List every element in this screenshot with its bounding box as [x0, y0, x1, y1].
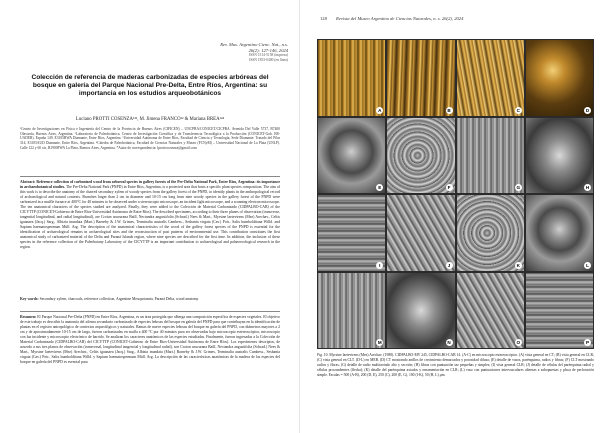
- panel-label: O: [516, 340, 521, 345]
- figure-panel: [526, 40, 593, 116]
- abstract: [20, 180, 280, 250]
- figure-panel: [457, 40, 524, 116]
- section-divider-top: [20, 176, 280, 177]
- figure-panel: [318, 273, 385, 349]
- figure-panel: [387, 118, 454, 194]
- issn-print: ISSN 1514-5158 (impresa): [249, 53, 288, 58]
- keywords: [20, 297, 280, 302]
- panel-label: P: [585, 340, 590, 345]
- journal-reference: [138, 42, 288, 62]
- resumen: [20, 315, 280, 365]
- figure-panel: [318, 118, 385, 194]
- figure-panel: [318, 40, 385, 116]
- panel-label: N: [447, 340, 451, 345]
- panel-label: D: [585, 107, 590, 113]
- section-divider-bottom: [20, 311, 280, 312]
- journal-citation: Rev. Mus. Argentino Cienc. Nat., n.s.: [220, 42, 288, 47]
- article-title: Colección de referencia de maderas carbonizadas de especies arbóreas del bosque en galería del Parque Nacional Pre-Delta, Entre Ríos, Argentina: su importancia en los estudios arqueobotánicos: [31, 74, 269, 98]
- panel-label: A: [378, 107, 382, 113]
- figure-plate: [317, 39, 594, 349]
- figure-panel: [318, 195, 385, 271]
- figure-panel: [526, 273, 593, 349]
- journal-running-title: Revista del Museo Argentino de Ciencias Naturales, n. s. 26(2), 2024: [336, 16, 464, 21]
- panel-label: F: [446, 184, 453, 191]
- resumen-body: El Parque Nacional Pre-Delta (PNPD) en Entre Ríos, Argentina, es un área protegida que alberga una composición específica de especies vegetales. El objetivo de este trabajo es describir la anatomía del xilema secundario carbonizado de especies leñosas del bosque en galería del PNPD para que contribuyan en la identificación de plantas en el registro antropológico de contextos arqueológicos y naturales. Ramas de nueve especies leñosas del bosque en galería del PNPD, con diámetros mayores a 2 cm y de aproximadamente 10-15 cm de largo, fueron carbonizadas en mufla a 400 °C por 40 minutos para ser observadas bajo microscopio estereoscópico, microscopio con luz incidente y microscopio electrónico de barrido. Se analizan los caracteres anatómicos de las especies estudiadas. Finalmente, fueron ingresadas a la Colección de Material Carbonizado (CIDPALBO-CAB) del CICYTTP (CONICET-Gobierno de Entre Ríos-Universidad Autónoma de Entre Ríos). Los especímenes descriptos, de acuerdo a sus tres planos de observación (transversal, longitudinal tangencial y longitudinal radial), son Croton urucurana Baill, Nectandra angustifolia (Schrad.) Nees & Mart., Myrsine laetevirens (Mez) Arechav., Celtis iguanaea (Jacq.) Sarg., Albizia inundata (Mart.) Barneby & J.W. Grimes, Terminalia australis Cambess., Sesbania virgata (Cav.) Poir., Salix humboldtiana Willd. y Sapium haematospermum Müll. Arg. La descripción de las características anatómicas de la madera de las especies del bosque en galería del PNPD es esencial para: [20, 315, 280, 364]
- panel-label: J: [446, 262, 453, 269]
- figure-caption: Fig. 10. Myrsine laetevirens (Mez) Arechav. (1988). CIDPALBO-MV 245, CIDPALBO-CAB 14. (A-C) en microscopio estereoscópico. (A) vista general en CT; (B) vista general en CLR; (C) vista general en CLT. (D-L) en MEB. (D) CT mostrando anillos de crecimiento demarcados y porosidad difusa; (E) detalle de vasos, parénquima, radios y fibras; (F) CLT mostrando radios y fibras; (G) detalle de radio multiseriado alto y sección; (H) fibras con puntuación taz pequeñas y simples; (I) vista general CLR; (J) detalle de células del parénquima radial y células procumbentes (flecha); (K) detalle del parénquima axiados y ornamentación en CLR; (L) vaso con puntuaciones intervasculares alternas a subopuestas y placa de perforación simple. Escalas = 500 (A-B), 200 (D, E), 250 (C), 200 (E, G), 100 (I-K), 50 (H, L) μm.: [317, 353, 594, 377]
- keywords-body: Secondary xylem, charcoals, reference collection, Argentine Mesopotamia, Paraná Delta, wood anatomy: [39, 297, 199, 301]
- figure-panel: [457, 118, 524, 194]
- author-affiliations: ¹Centro de Investigaciones en Física e Ingeniería del Centro de la Provincia de Buenos Aires (CIFICEN) – UNCPBA/CONICET/CICPBA. Avenida Del Valle 5737, B7400 Olavarría, Buenos Aires, Argentina. ²Laboratorio de Paleobotánica. Centro de Investigación Científica y de Transferencia Tecnológica a la Producción (CONICET-Gob. ER-UADER). España 149, E3105BWA Diamante, Entre Ríos, Argentina. ³Universidad Autónoma de Entre Ríos, Facultad de Ciencia y Tecnología, Sede Diamante. Tratado del Pilar 314, E3105AUD Diamante, Entre Ríos, Argentina. ⁴Cátedra de Paleobotánica, Facultad de Ciencias Naturales y Museo (FCNyM) – Universidad Nacional de La Plata (UNLP). Calle 122 y 60 s/n, B1900FWA La Plata, Buenos Aires, Argentina. *Autor de correspondencia: lprottocosenza@gmail.com: [20, 127, 280, 150]
- abstract-body: The Pre-Delta National Park (PNPD) in Entre Ríos, Argentina, is a protected area that hosts a specific plant species composition. The aim of this work is to describe the anatomy of the charred secondary xylem of woody species from the gallery forest of the PNPD, to identify plants in the anthropological record of archaeological and natural contexts. Branches larger than 2 cm in diameter and 10-15 cm long from nine woody species in the gallery forest of the PNPD were carbonized in a muffle furnace at 400°C for 40 minutes to be observed under a stereoscopic microscope, an incident light microscope, and a scanning electron microscope. The ten anatomical characters of the species studied are analyzed. Finally, they were added to the Colección de Material Carbonizado (CIDPALBO-CAB) of the CICYTTP (CONICET-Gobierno de Entre Ríos-Universidad Autónoma de Entre Ríos). The described specimens, according to their three planes of observation (transverse, tangential longitudinal, and radial longitudinal), are Croton urucurana Baill, Nectandra angustifolia (Schrad.) Nees & Mart., Myrsine laetevirens (Mez) Arechav., Celtis iguanaea (Jacq.) Sarg., Albizia inundata (Mart.) Barneby & J.W. Grimes, Terminalia australis Cambess., Sesbania virgata (Cav.) Poir., Salix humboldtiana Willd. and Sapium haematospermum Müll. Arg. The description of the anatomical characteristics of the wood of the gallery forest species of the PNPD is essential for the identification of archaeological remains in archaeological sites and the reconstruction of past patterns of environmental use. This contribution constitutes the first anatomical study of carbonized material of the Delta and Paraná Islands region, where nine species are described for the first time. In addition, the inclusion of these species in the reference collection of the Paleobotany Laboratory of the CICYTTP is an important contribution to archaeological and palaeoecological research in the region.: [20, 185, 280, 249]
- figure-panel: [457, 273, 524, 349]
- panel-label: G: [516, 185, 521, 190]
- article-authors: Luciano PROTTI COSENZA¹²³, M. Jimena FRANCO¹² & Mariana BREA¹²⁴: [75, 117, 225, 122]
- journal-volume: 26(2): 127-146, 2024: [248, 47, 288, 53]
- panel-label: B: [447, 107, 451, 113]
- figure-panel: [387, 273, 454, 349]
- panel-label: C: [516, 107, 520, 113]
- resumen-heading: Resumen:: [20, 315, 37, 319]
- figure-panel: [387, 40, 454, 116]
- panel-label: M: [377, 340, 382, 345]
- issn-online: ISSN 1853-0400 (en línea): [249, 57, 288, 62]
- panel-label: K: [516, 262, 520, 268]
- abstract-heading: Abstract: Reference collection of carbonized wood from arboreal species in gallery forests of the Pre-Delta National Park, Entre Ríos, Argentina: its importance in archaeobotanical studies.: [20, 180, 280, 189]
- figure-panel: [526, 118, 593, 194]
- keywords-heading: Key words:: [20, 297, 39, 301]
- panel-label: I: [376, 262, 383, 269]
- panel-label: H: [585, 185, 590, 190]
- page-number: 128: [320, 16, 327, 21]
- running-head: [320, 16, 590, 21]
- panel-label: L: [584, 262, 591, 269]
- figure-panel: [526, 195, 593, 271]
- panel-label: E: [378, 185, 382, 190]
- figure-panel: [387, 195, 454, 271]
- figure-panel: [457, 195, 524, 271]
